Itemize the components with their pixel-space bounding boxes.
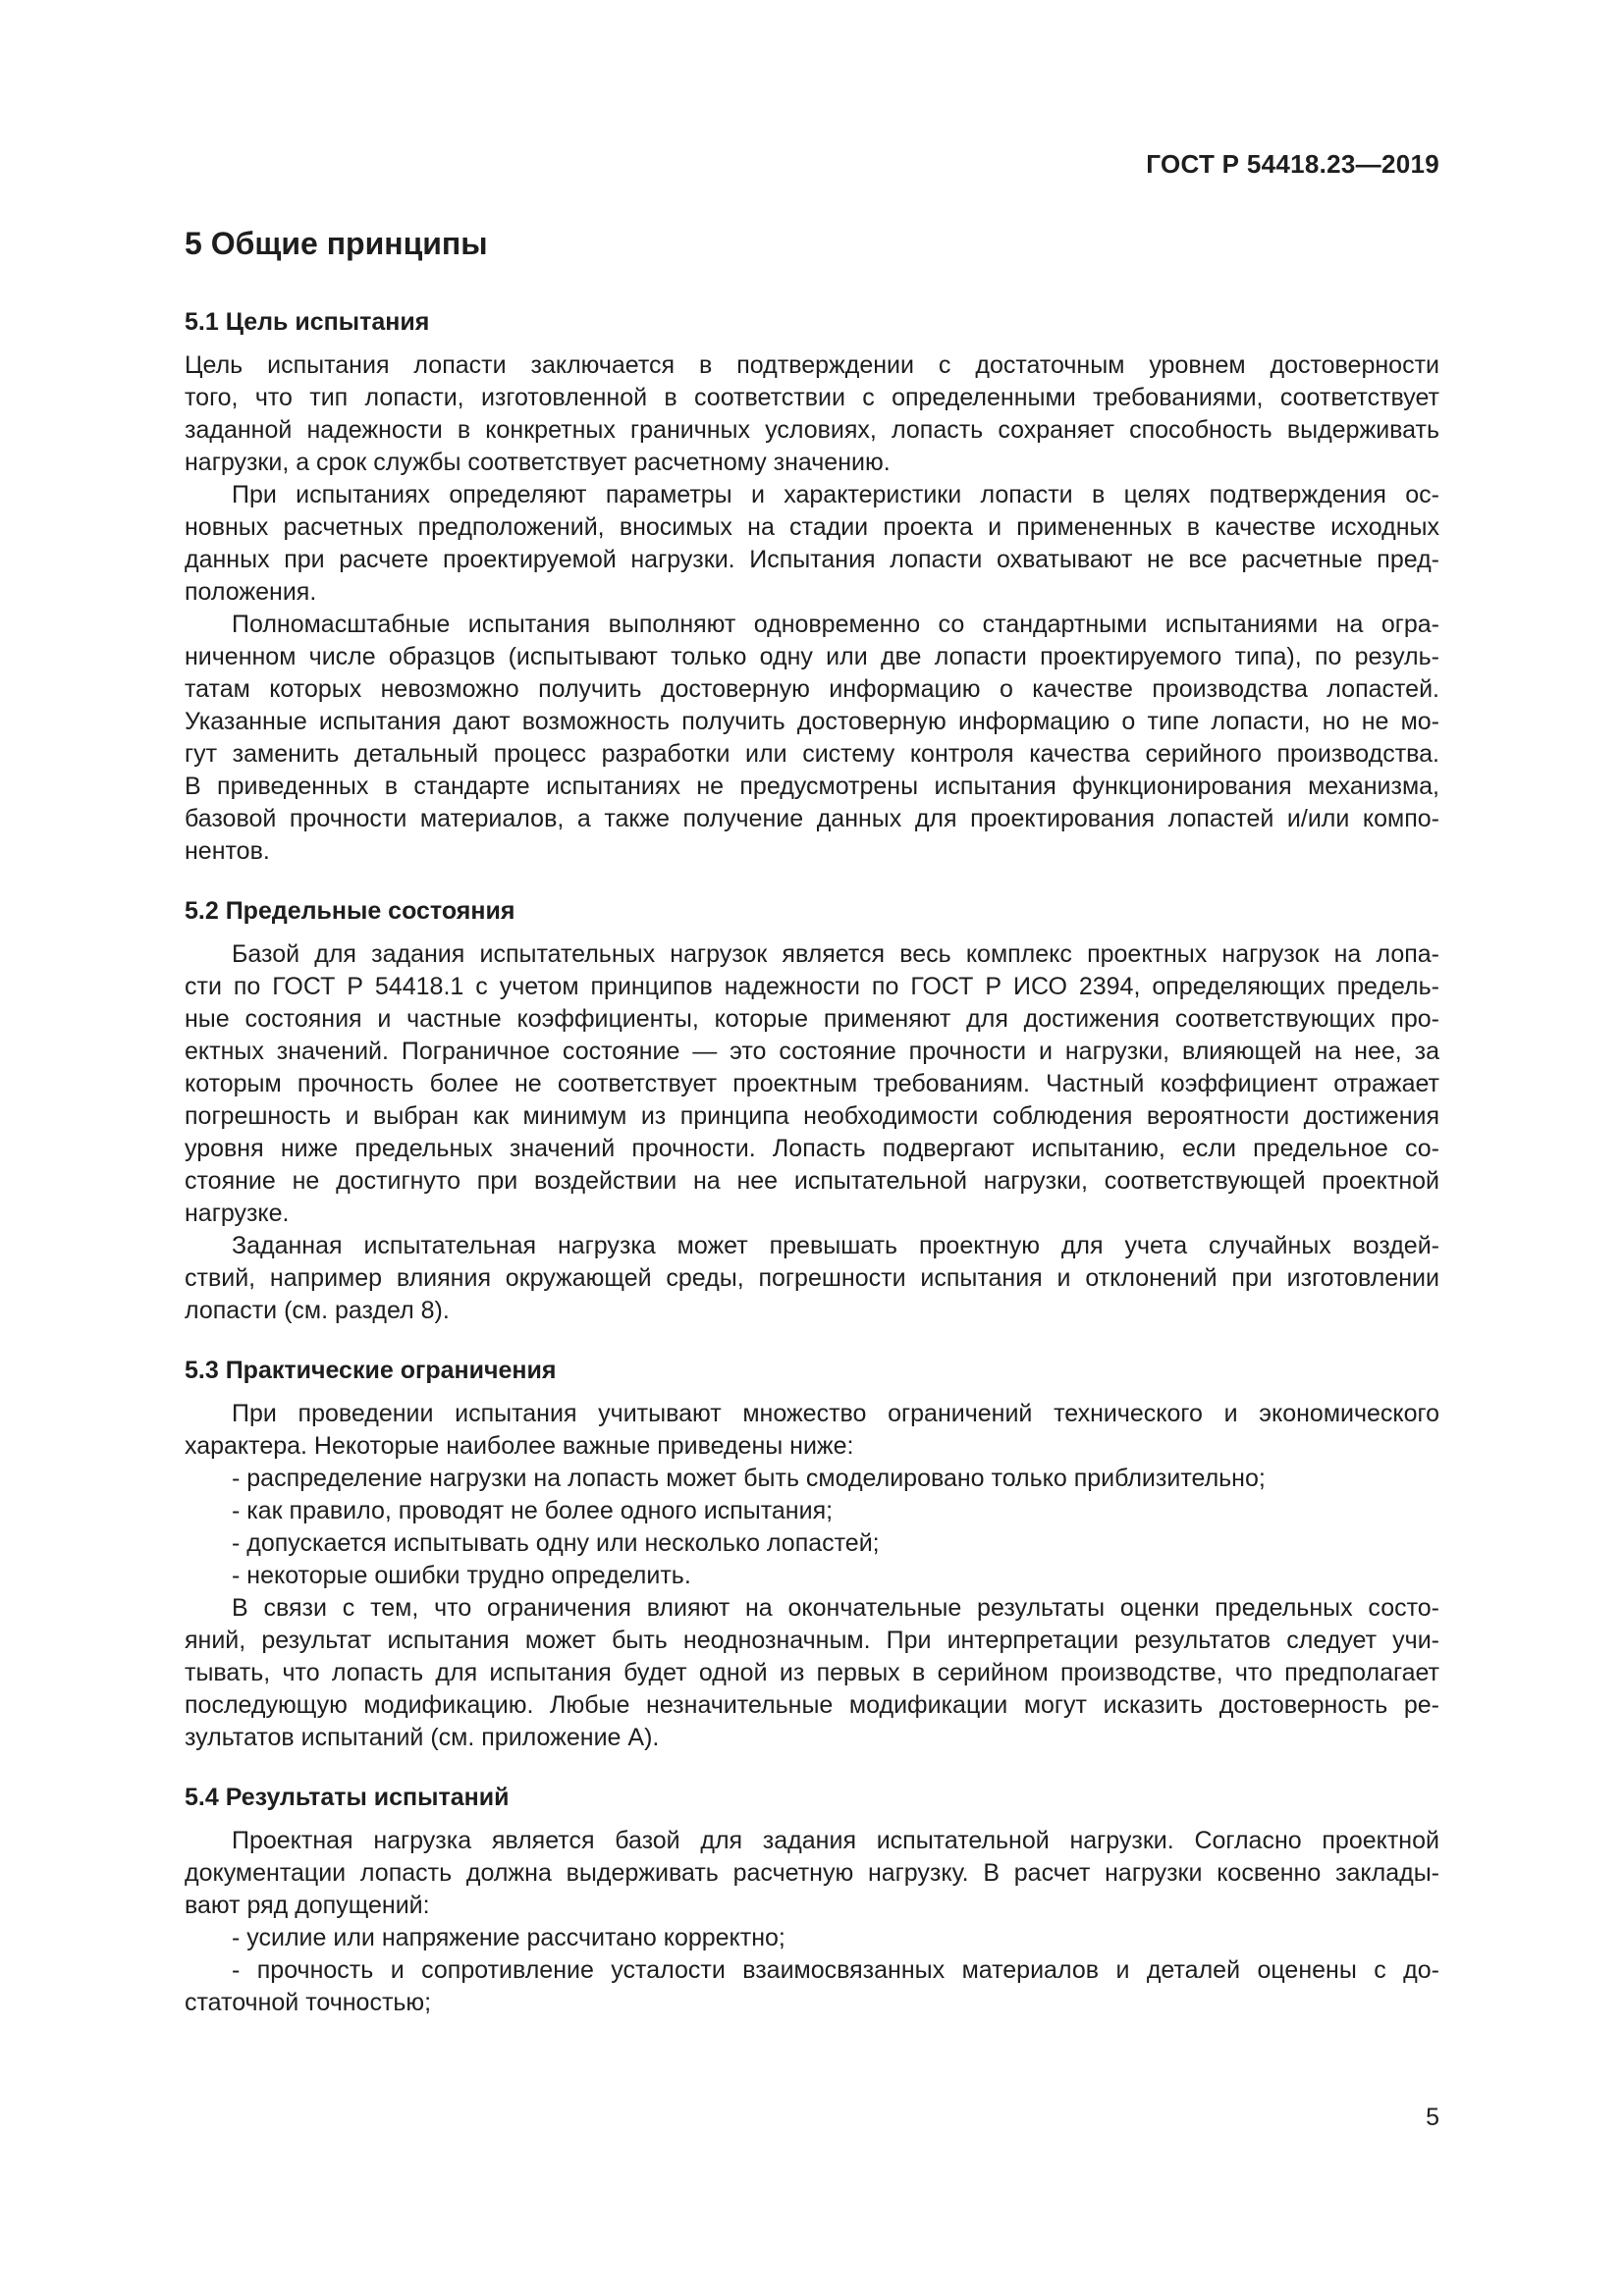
s52-paragraph-1 — [185, 938, 1439, 1230]
text-line: того, что тип лопасти, изготовленной в соответствии с определенными требованиями, соответствует — [185, 384, 1439, 411]
text-line: данных при расчете проектируемой нагрузки. Испытания лопасти охватывают не все расчетные пред- — [185, 546, 1439, 573]
list-item-continuation: статочной точностью; — [185, 1989, 432, 2016]
page-content — [185, 222, 1439, 2019]
text-line: Полномасштабные испытания выполняют одновременно со стандартными испытаниями на огра- — [232, 611, 1439, 638]
s53-list — [185, 1463, 1439, 1592]
s53-paragraph-1 — [185, 1398, 1439, 1463]
list-item: - распределение нагрузки на лопасть может быть смоделировано только приблизительно; — [232, 1465, 1266, 1492]
text-line: нагрузки, а срок службы соответствует расчетному значению. — [185, 449, 891, 476]
s52-paragraph-2 — [185, 1230, 1439, 1327]
text-line: гут заменить детальный процесс разработки или систему контроля качества серийного производства. — [185, 740, 1439, 768]
text-line: последующую модификацию. Любые незначительные модификации могут исказить достоверность ре- — [185, 1691, 1439, 1719]
text-line: ниченном числе образцов (испытывают только одну или две лопасти проектируемого типа), по резуль- — [185, 643, 1439, 670]
text-line: положения. — [185, 578, 317, 606]
subsection-5-4-title: 5.4 Результаты испытаний — [185, 1784, 510, 1811]
text-line: Цель испытания лопасти заключается в подтверждении с достаточным уровнем достоверности — [185, 351, 1439, 379]
text-line: характера. Некоторые наиболее важные приведены ниже: — [185, 1432, 854, 1460]
text-line: вают ряд допущений: — [185, 1892, 430, 1919]
text-line: В приведенных в стандарте испытаниях не предусмотрены испытания функционирования механизма, — [185, 773, 1439, 800]
text-line: сти по ГОСТ Р 54418.1 с учетом принципов надежности по ГОСТ Р ИСО 2394, определяющих предель- — [185, 973, 1439, 1000]
text-line: При испытаниях определяют параметры и характеристики лопасти в целях подтверждения ос- — [232, 481, 1439, 508]
text-line: яний, результат испытания может быть неоднозначным. При интерпретации результатов следует учи- — [185, 1627, 1439, 1654]
subsection-5-2-title: 5.2 Предельные состояния — [185, 897, 515, 925]
text-line: Указанные испытания дают возможность получить достоверную информацию о типе лопасти, но не мо- — [185, 708, 1439, 735]
subsection-5-1-title: 5.1 Цель испытания — [185, 308, 430, 336]
text-line: новных расчетных предположений, вносимых на стадии проекта и примененных в качестве исходных — [185, 513, 1439, 541]
page-number: 5 — [1426, 2104, 1439, 2131]
text-line: документации лопасть должна выдерживать расчетную нагрузку. В расчет нагрузки косвенно заклады- — [185, 1859, 1439, 1887]
list-item: - усилие или напряжение рассчитано корректно; — [232, 1924, 785, 1951]
text-line: заданной надежности в конкретных граничных условиях, лопасть сохраняет способность выдерживать — [185, 416, 1439, 444]
text-line: нентов. — [185, 837, 270, 865]
document-code-header: ГОСТ Р 54418.23—2019 — [1146, 149, 1439, 179]
text-line: ектных значений. Пограничное состояние — это состояние прочности и нагрузки, влияющей на нее, за — [185, 1038, 1439, 1065]
list-item: - допускается испытывать одну или несколько лопастей; — [232, 1529, 880, 1557]
s51-paragraph-2 — [185, 479, 1439, 609]
text-line: Заданная испытательная нагрузка может превышать проектную для учета случайных воздей- — [232, 1232, 1439, 1259]
text-line: погрешность и выбран как минимум из принципа необходимости соблюдения вероятности достижения — [185, 1102, 1439, 1130]
text-line: стояние не достигнуто при воздействии на нее испытательной нагрузки, соответствующей проектной — [185, 1167, 1439, 1195]
text-line: лопасти (см. раздел 8). — [185, 1297, 450, 1324]
text-line: зультатов испытаний (см. приложение А). — [185, 1724, 660, 1751]
text-line: Базой для задания испытательных нагрузок является весь комплекс проектных нагрузок на лопа- — [232, 940, 1439, 968]
text-line: ствий, например влияния окружающей среды, погрешности испытания и отклонений при изготовлении — [185, 1264, 1439, 1292]
text-line: В связи с тем, что ограничения влияют на окончательные результаты оценки предельных состо- — [232, 1594, 1439, 1622]
text-line: ные состояния и частные коэффициенты, которые применяют для достижения соответствующих про- — [185, 1005, 1439, 1033]
s54-list — [185, 1922, 1439, 2019]
list-item: - как правило, проводят не более одного испытания; — [232, 1497, 834, 1524]
text-line: Проектная нагрузка является базой для задания испытательной нагрузки. Согласно проектной — [232, 1827, 1439, 1854]
s53-paragraph-2 — [185, 1592, 1439, 1754]
text-line: уровня ниже предельных значений прочности. Лопасть подвергают испытанию, если предельное со- — [185, 1135, 1439, 1162]
text-line: При проведении испытания учитывают множество ограничений технического и экономического — [232, 1400, 1439, 1427]
text-line: татам которых невозможно получить достоверную информацию о качестве производства лопастей. — [185, 675, 1439, 703]
text-line: нагрузке. — [185, 1200, 290, 1227]
text-line: тывать, что лопасть для испытания будет одной из первых в серийном производстве, что предполагает — [185, 1659, 1439, 1686]
s54-paragraph-1 — [185, 1825, 1439, 1922]
text-line: которым прочность более не соответствует проектным требованиям. Частный коэффициент отражает — [185, 1070, 1439, 1097]
list-item: - некоторые ошибки трудно определить. — [232, 1562, 691, 1589]
s51-paragraph-3 — [185, 609, 1439, 868]
subsection-5-3-title: 5.3 Практические ограничения — [185, 1357, 557, 1384]
list-item: - прочность и сопротивление усталости взаимосвязанных материалов и деталей оценены с до- — [232, 1956, 1439, 1984]
text-line: базовой прочности материалов, а также получение данных для проектирования лопастей и/или компо- — [185, 805, 1439, 832]
section-title: 5 Общие принципы — [185, 226, 488, 261]
s51-paragraph-1 — [185, 349, 1439, 479]
